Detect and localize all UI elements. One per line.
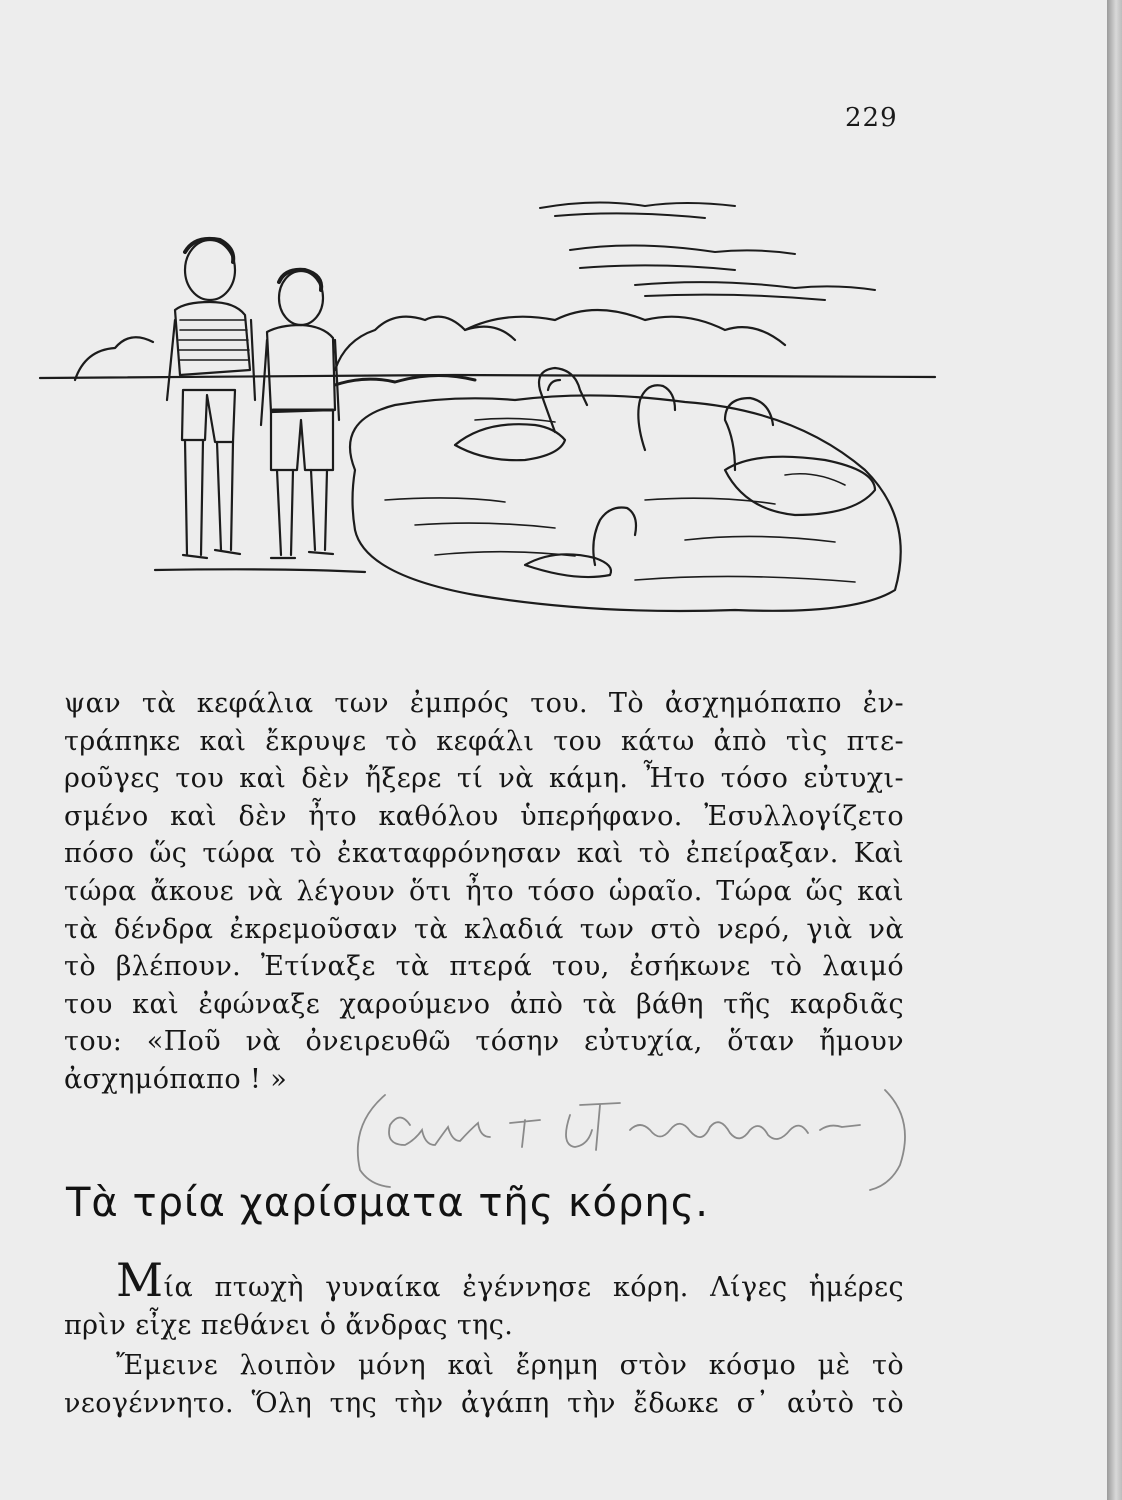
- boy-white-shirt: [261, 270, 339, 558]
- boy-striped-shirt: [167, 239, 255, 558]
- text-line: πόσο ὥς τώρα τὸ ἐκαταφρόνησαν καὶ τὸ ἐπείραξαν. Καὶ: [64, 838, 904, 870]
- text-line: ροῦγες του καὶ δὲν ἤξερε τί νὰ κάμη. Ἦτο τόσο εὐτυχι-: [64, 763, 904, 795]
- swan-4: [525, 508, 636, 578]
- paragraph-continuation: [64, 685, 904, 1099]
- text-line: τώρα ἄκουε νὰ λέγουν ὅτι ἦτο τόσο ὡραῖο. Τώρα ὥς καὶ: [64, 875, 904, 907]
- text-line: του: «Ποῦ νὰ ὀνειρευθῶ τόσην εὐτυχία, ὅταν ἤμουν: [64, 1026, 904, 1058]
- swan-1: [455, 368, 587, 460]
- paragraph-opening: [64, 1253, 904, 1344]
- text-line: ψαν τὰ κεφάλια των ἐμπρός του. Τὸ ἀσχημόπαπο ἐν-: [64, 688, 904, 719]
- page-number: 229: [845, 103, 898, 133]
- text-line: τὸ βλέπουν. Ἐτίναξε τὰ πτερά του, ἐσήκωνε τὸ λαιμό: [64, 951, 904, 983]
- handwritten-signature: [330, 1075, 930, 1195]
- text-line: τράπηκε καὶ ἔκρυψε τὸ κεφάλι του κάτω ἀπὸ τὶς πτε-: [64, 725, 904, 757]
- swan-2: [638, 385, 675, 450]
- drop-cap: Μ: [116, 1253, 164, 1307]
- text-line: σμένο καὶ δὲν ἦτο καθόλου ὑπερήφανο. Ἐσυλλογίζετο: [64, 800, 904, 832]
- section-heading: Τὰ τρία χαρίσματα τῆς κόρης.: [66, 1180, 709, 1226]
- text-line: Ἔμεινε λοιπὸν μόνη καὶ ἔρημη στὸν κόσμο μὲ τὸ: [116, 1350, 904, 1381]
- page-edge: [1107, 0, 1122, 1500]
- text-line: νεογέννητο. Ὅλη της τὴν ἀγάπη τὴν ἔδωκε σ᾿ αὐτὸ τὸ: [64, 1387, 904, 1419]
- swan-3: [725, 398, 875, 515]
- clouds: [540, 202, 875, 300]
- text-line: Μία πτωχὴ γυναίκα ἐγέννησε κόρη. Λίγες ἡμέρες: [116, 1253, 904, 1307]
- text-line: ἀσχημόπαπο ! »: [64, 1063, 288, 1095]
- text-line: πρὶν εἶχε πεθάνει ὁ ἄνδρας της.: [64, 1309, 514, 1341]
- swans-illustration: [35, 170, 955, 620]
- paragraph-body: [64, 1347, 904, 1422]
- text-line: του καὶ ἐφώναξε χαρούμενο ἀπὸ τὰ βάθη τῆς καρδιᾶς: [64, 988, 904, 1020]
- text-line: τὰ δένδρα ἐκρεμοῦσαν τὰ κλαδιά των στὸ νερό, γιὰ νὰ: [64, 913, 904, 945]
